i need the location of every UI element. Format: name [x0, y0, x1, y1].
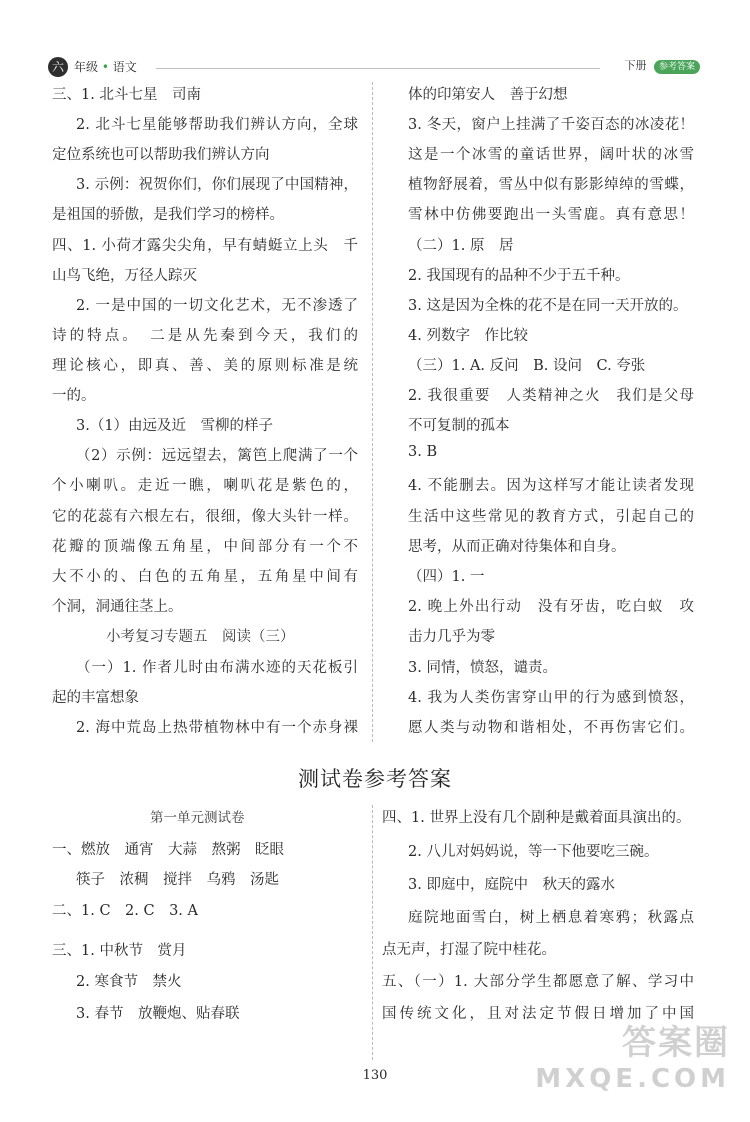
- answer-line: （三）1. A. 反问 B. 设问 C. 夸张: [408, 358, 646, 374]
- answer-line: 四、1. 世界上没有几个剧种是戴着面具演出的。: [382, 810, 691, 826]
- answer-line: 定位系统也可以帮助我们辨认方向: [52, 147, 270, 163]
- answer-line: 3. 即庭中，庭院中 秋天的露水: [408, 877, 615, 893]
- answer-line: 一的。: [52, 388, 96, 404]
- separator-dot: •: [101, 60, 109, 74]
- page-header: [48, 52, 700, 82]
- section-heading: 小考复习专题五 阅读（三）: [106, 629, 295, 645]
- answer-line: （二）1. 原 居: [408, 238, 514, 254]
- answer-line: 2. 我很重要 人类精神之火 我们是父母: [408, 388, 694, 404]
- answer-line: 点无声，打湿了院中桂花。: [382, 942, 556, 958]
- answer-tag: 参考答案: [654, 60, 700, 74]
- watermark: [535, 1015, 730, 1094]
- watermark-url: MXQE.COM: [535, 1064, 730, 1094]
- answer-line: 是祖国的骄傲，是我们学习的榜样。: [52, 207, 284, 223]
- answer-line: 2. 我国现有的品种不少于五千种。: [408, 268, 630, 284]
- page-number: 130: [362, 1068, 388, 1083]
- answer-line: 4. 我为人类伤害穿山甲的行为感到愤怒，: [408, 690, 694, 706]
- answer-line: 山鸟飞绝，万径人踪灭: [52, 268, 197, 284]
- answer-line: （四）1. 一: [408, 569, 485, 585]
- answer-line: 不可复制的孤本: [408, 418, 510, 434]
- answer-line: （2）示例：远远望去，篱笆上爬满了一个: [76, 448, 358, 464]
- answer-line: 2. 海中荒岛上热带植物林中有一个赤身裸: [76, 720, 358, 736]
- column-divider-bottom: [372, 805, 373, 1060]
- answer-line: 4. 列数字 作比较: [408, 328, 528, 344]
- answer-line: 五、（一）1. 大部分学生都愿意了解、学习中: [382, 974, 694, 990]
- answer-line: 花瓣的顶端像五角星，中间部分有一个不: [52, 539, 358, 555]
- answer-line: 四、1. 小荷才露尖尖角，早有蜻蜓立上头 千: [52, 238, 358, 254]
- answer-line: 2. 北斗七星能够帮助我们辨认方向，全球: [76, 117, 358, 133]
- volume-label: 下册: [624, 59, 647, 72]
- subject-label: 语文: [112, 60, 137, 74]
- answer-line: 筷子 浓稠 搅拌 乌鸦 汤匙: [76, 872, 279, 888]
- answer-line: 3. B: [408, 444, 438, 460]
- answer-line: 起的丰富想象: [52, 690, 139, 706]
- answer-line: 理论核心，即真、善、美的原则标准是统: [52, 358, 358, 374]
- answer-line: 体的印第安人 善于幻想: [408, 87, 568, 103]
- section-title: 测试卷参考答案: [298, 767, 452, 791]
- test-heading: 第一单元测试卷: [150, 810, 245, 826]
- answer-line: 击力几乎为零: [408, 629, 495, 645]
- answer-line: 植物舒展着，雪丛中似有影影绰绰的雪蝶，: [408, 177, 694, 193]
- answer-line: 2. 寒食节 禁火: [76, 974, 182, 990]
- answer-line: 3. 冬天，窗户上挂满了千姿百态的冰凌花！: [408, 117, 694, 133]
- answer-line: 它的花蕊有六根左右，很细，像大头针一样。: [52, 509, 358, 525]
- answer-line: 2. 一是中国的一切文化艺术，无不渗透了: [76, 298, 358, 314]
- watermark-text: 答案圈: [622, 1023, 730, 1063]
- answer-line: 一、燃放 通宵 大蒜 熬粥 眨眼: [52, 842, 284, 858]
- answer-line: 个洞，洞通往茎上。: [52, 599, 183, 615]
- answer-line: 2. 八儿对妈妈说，等一下他要吃三碗。: [408, 844, 659, 860]
- answer-line: 诗的特点。 二是从先秦到今天，我们的: [52, 328, 358, 344]
- answer-line: 大不小的、白色的五角星，五角星中间有: [52, 569, 358, 585]
- answer-line: 庭院地面雪白，树上栖息着寒鸦；秋露点: [408, 910, 694, 926]
- answer-line: 三、1. 北斗七星 司南: [52, 87, 201, 103]
- answer-line: 3. 同情，愤怒，谴责。: [408, 660, 557, 676]
- answer-line: 2. 晚上外出行动 没有牙齿，吃白蚁 攻: [408, 599, 694, 615]
- answer-line: 3. 示例：祝贺你们，你们展现了中国精神，: [76, 177, 358, 193]
- answer-line: 愿人类与动物和谐相处，不再伤害它们。: [408, 720, 694, 736]
- answer-line: 这是一个冰雪的童话世界，阔叶状的冰雪: [408, 147, 694, 163]
- answer-line: 雪林中仿佛要跑出一头雪鹿。真有意思！: [408, 207, 694, 223]
- answer-line: 4. 不能删去。因为这样写才能让读者发现: [408, 478, 694, 494]
- grade-label: 年级: [74, 60, 99, 74]
- answer-line: 二、1. C 2. C 3. A: [52, 903, 198, 919]
- answer-line: 国传统文化，且对法定节假日增加了中国: [382, 1006, 694, 1022]
- column-divider-top: [372, 82, 373, 742]
- header-rule: [156, 68, 600, 69]
- answer-line: 生活中这些常见的教育方式，引起自己的: [408, 509, 694, 525]
- answer-line: 3. 春节 放鞭炮、贴春联: [76, 1006, 240, 1022]
- answer-line: 三、1. 中秋节 赏月: [52, 943, 187, 959]
- answer-line: 思考，从而正确对待集体和自身。: [408, 539, 626, 555]
- answer-line: 个小喇叭。走近一瞧，喇叭花是紫色的，: [52, 478, 358, 494]
- volume-info: [624, 57, 700, 74]
- answer-line: 3.（1）由远及近 雪柳的样子: [76, 418, 274, 434]
- answer-line: 3. 这是因为全株的花不是在同一天开放的。: [408, 298, 688, 314]
- grade-subject-label: [74, 58, 137, 75]
- answer-line: （一）1. 作者儿时由布满水迹的天花板引: [76, 660, 358, 676]
- grade-badge: 六: [48, 57, 68, 77]
